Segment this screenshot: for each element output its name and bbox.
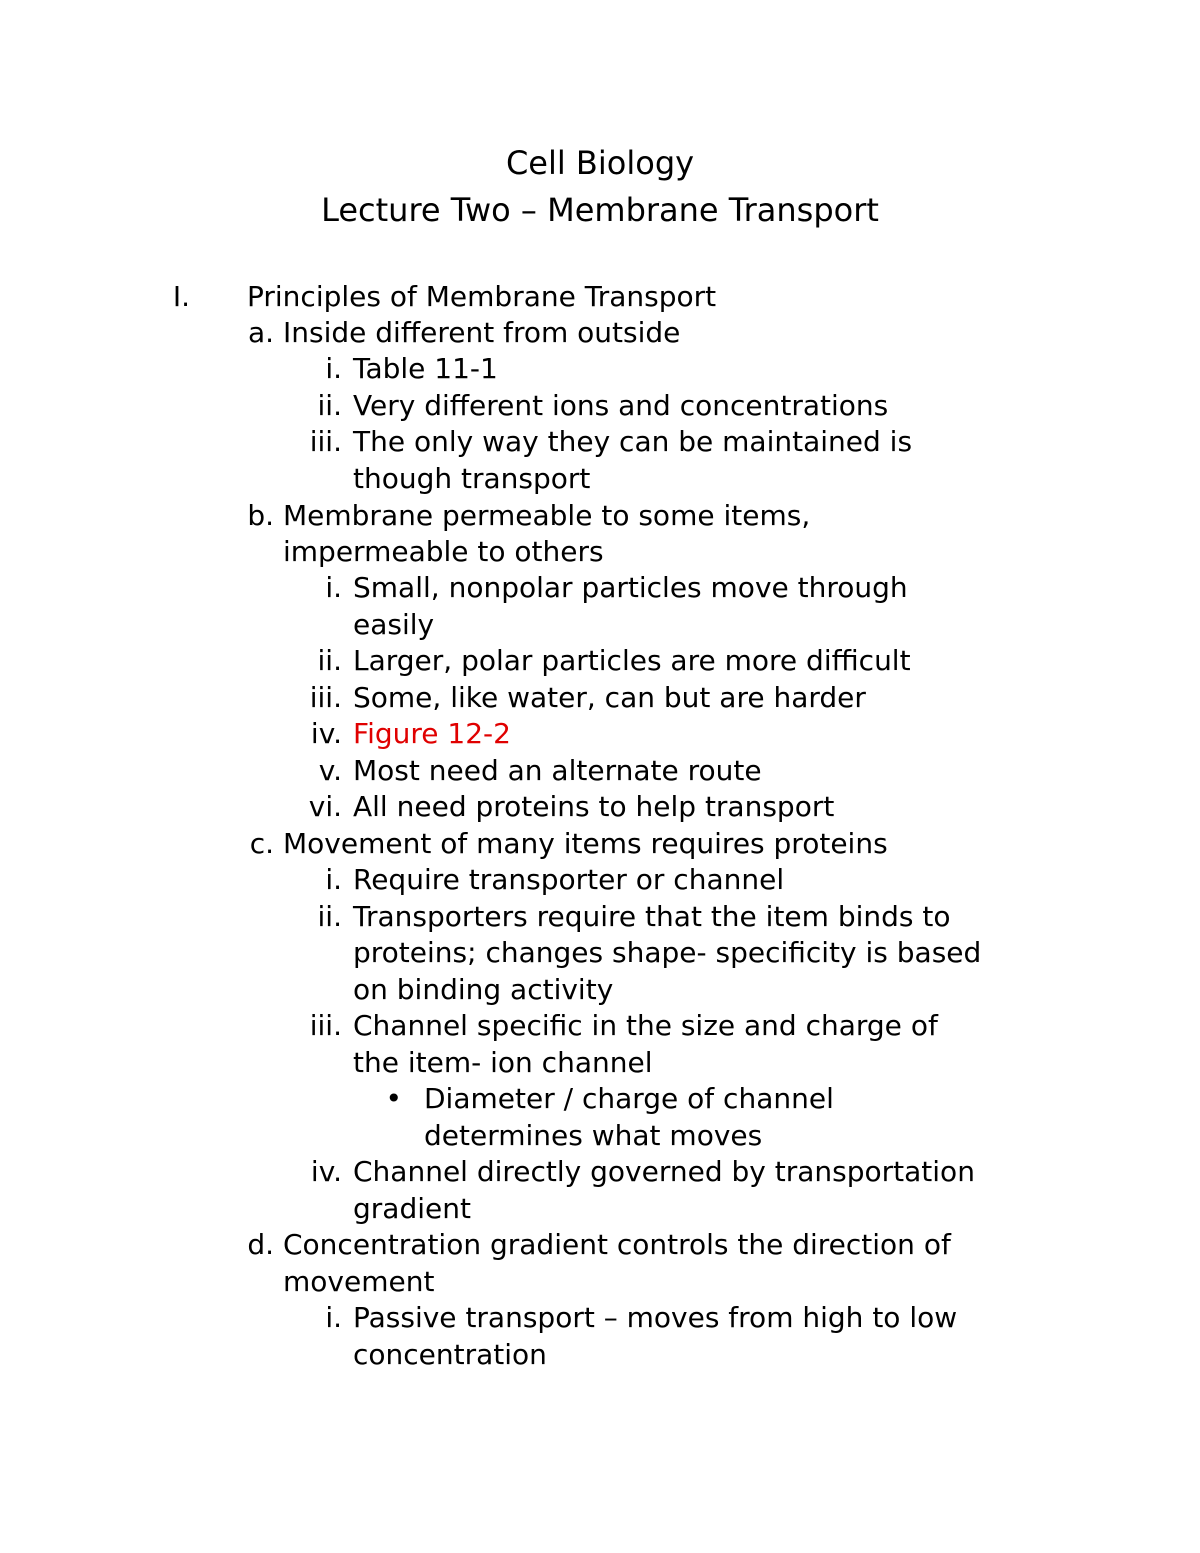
subsection-marker: a. (247, 316, 274, 349)
item-marker: i. (325, 1301, 342, 1334)
list-item: Channel directly governed by transportation (353, 1155, 975, 1188)
list-item-continuation: easily (353, 608, 435, 641)
document-title: Cell Biology (505, 144, 695, 182)
list-item: Very different ions and concentrations (353, 389, 889, 422)
item-marker: iii. (309, 425, 342, 458)
subsection-heading-continuation: impermeable to others (283, 535, 604, 568)
subsection-marker: c. (249, 827, 274, 860)
list-item: The only way they can be maintained is (353, 425, 913, 458)
item-marker: ii. (317, 644, 342, 677)
item-marker: i. (325, 352, 342, 385)
bullet-marker: • (385, 1082, 402, 1115)
list-item: Small, nonpolar particles move through (353, 571, 908, 604)
bullet-item: Diameter / charge of channel (424, 1082, 834, 1115)
list-item-continuation: the item- ion channel (353, 1046, 653, 1079)
item-marker: i. (325, 863, 342, 896)
list-item: Some, like water, can but are harder (353, 681, 866, 714)
item-marker: vi. (308, 790, 342, 823)
item-marker: iii. (309, 1009, 342, 1042)
list-item-continuation: on binding activity (353, 973, 614, 1006)
item-marker: iv. (310, 1155, 342, 1188)
list-item-continuation: concentration (353, 1338, 547, 1371)
section-marker: I. (172, 280, 190, 313)
item-marker: ii. (317, 389, 342, 422)
list-item: Channel specific in the size and charge of (353, 1009, 938, 1042)
list-item: Passive transport – moves from high to low (353, 1301, 958, 1334)
subsection-heading-continuation: movement (283, 1265, 435, 1298)
subsection-heading: Membrane permeable to some items, (283, 499, 811, 532)
subsection-heading: Movement of many items requires proteins (283, 827, 888, 860)
list-item: Table 11-1 (353, 352, 498, 385)
list-item-continuation: though transport (353, 462, 591, 495)
subsection-heading: Inside different from outside (283, 316, 681, 349)
section-heading: Principles of Membrane Transport (247, 280, 717, 313)
item-marker: iii. (309, 681, 342, 714)
subsection-marker: d. (247, 1228, 274, 1261)
list-item: Larger, polar particles are more difficult (353, 644, 911, 677)
list-item: Most need an alternate route (353, 754, 762, 787)
item-marker: i. (325, 571, 342, 604)
subsection-marker: b. (247, 499, 274, 532)
list-item: All need proteins to help transport (353, 790, 835, 823)
list-item-continuation: gradient (353, 1192, 471, 1225)
list-item-continuation: proteins; changes shape- specificity is based (353, 936, 982, 969)
document-subtitle: Lecture Two – Membrane Transport (321, 191, 879, 229)
figure-reference: Figure 12-2 (353, 717, 511, 750)
subsection-heading: Concentration gradient controls the direction of (283, 1228, 951, 1261)
item-marker: ii. (317, 900, 342, 933)
list-item: Transporters require that the item binds to (353, 900, 951, 933)
item-marker: iv. (310, 717, 342, 750)
list-item: Require transporter or channel (353, 863, 785, 896)
bullet-item-continuation: determines what moves (424, 1119, 763, 1152)
item-marker: v. (318, 754, 342, 787)
